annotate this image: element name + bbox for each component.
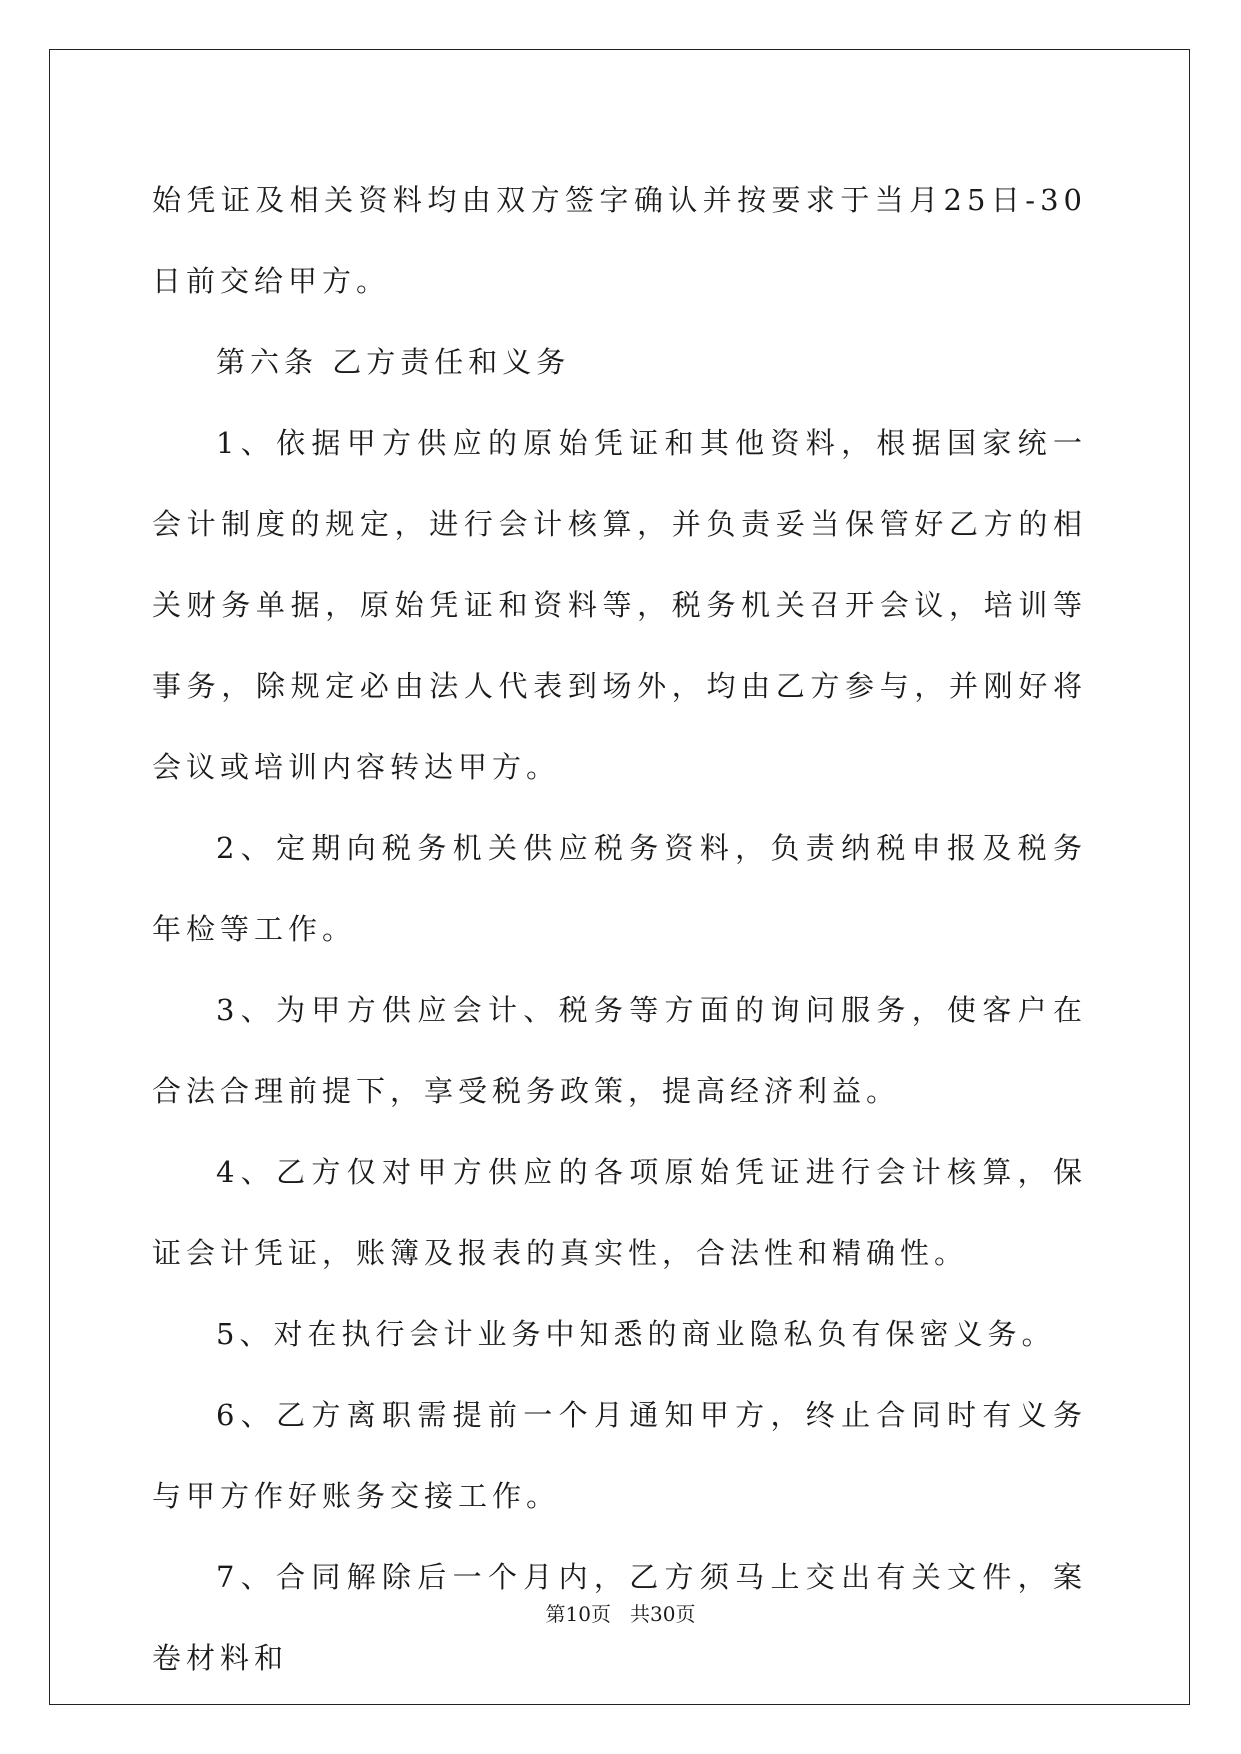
clause-5: 5、对在执行会计业务中知悉的商业隐私负有保密义务。 xyxy=(216,1317,1056,1351)
clause-2: 2、定期向税务机关供应税务资料，负责纳税申报及税务年检等工作。 xyxy=(152,831,1087,946)
clause-4: 4、乙方仅对甲方供应的各项原始凭证进行会计核算，保证会计凭证，账簿及报表的真实性，合法性和精确性。 xyxy=(152,1155,1087,1270)
clause-1: 1、依据甲方供应的原始凭证和其他资料，根据国家统一会计制度的规定，进行会计核算，并负责妥当保管好乙方的相关财务单据，原始凭证和资料等，税务机关召开会议，培训等事务，除规定必由法人代表到场外，均由乙方参与，并刚好将会议或培训内容转达甲方。 xyxy=(152,426,1087,784)
clause-6: 6、乙方离职需提前一个月通知甲方，终止合同时有义务与甲方作好账务交接工作。 xyxy=(152,1398,1087,1513)
page-number: 第10页 xyxy=(545,1602,611,1626)
page-total: 共30页 xyxy=(630,1602,696,1626)
document-body xyxy=(152,160,1087,1699)
clause-7: 7、合同解除后一个月内，乙方须马上交出有关文件，案卷材料和 xyxy=(152,1560,1087,1675)
article-heading: 第六条 乙方责任和义务 xyxy=(216,345,571,379)
page-footer xyxy=(0,1602,1241,1626)
clause-3: 3、为甲方供应会计、税务等方面的询问服务，使客户在合法合理前提下，享受税务政策，提高经济利益。 xyxy=(152,993,1087,1108)
paragraph-continuation: 始凭证及相关资料均由双方签字确认并按要求于当月25日-30日前交给甲方。 xyxy=(152,183,1087,298)
